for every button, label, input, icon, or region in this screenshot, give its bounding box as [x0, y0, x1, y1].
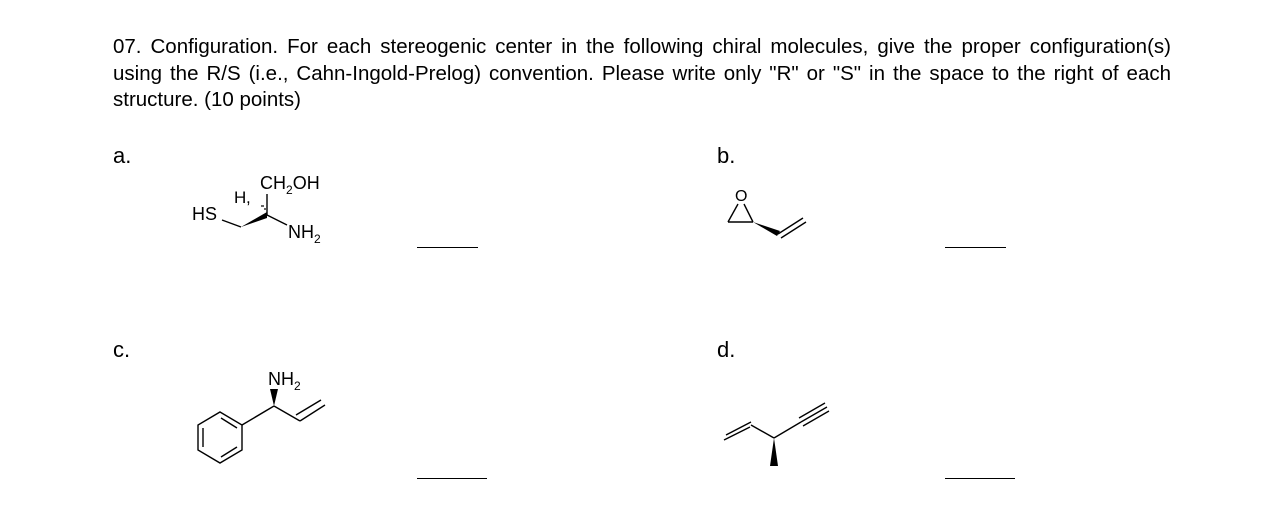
ring-double-bonds — [203, 418, 237, 457]
wedge-bond — [770, 438, 778, 466]
alkyne-triple-bond — [799, 403, 829, 426]
oxygen-atom: O — [735, 188, 748, 205]
answer-blank-d[interactable] — [945, 478, 1015, 479]
nh2-group: $NH_2$ — [268, 369, 301, 393]
bond-c-alkyne — [774, 422, 801, 438]
part-b-label: b. — [717, 143, 736, 168]
molecule-c — [190, 365, 340, 470]
answer-blank-a[interactable] — [417, 247, 478, 248]
vinyl-bond — [300, 405, 325, 421]
molecule-a — [180, 165, 350, 250]
question-text: 07. Configuration. For each stereogenic center in the following chiral molecules, give the proper configuration(s) using the R/S (i.e., Cahn-Ingold-Prelog) convention. Please write only "R" or "S" in the space to the right of each structure. (10 points) — [113, 35, 1171, 111]
part-a-label: a. — [113, 143, 132, 168]
bond-c-nh2 — [267, 215, 287, 225]
bond-ring-c — [242, 406, 274, 425]
wedge-bond — [753, 222, 780, 236]
bond-s-c — [222, 220, 241, 227]
h-atom: H — [234, 188, 247, 207]
molecule-d — [715, 400, 835, 475]
part-c-label: c. — [113, 337, 131, 362]
part-d-label: d. — [717, 337, 736, 362]
benzene-ring — [198, 412, 242, 463]
molecule-b — [720, 180, 820, 245]
vinyl-double-bond — [296, 400, 321, 415]
bond-c-vinyl — [274, 406, 300, 421]
answer-blank-b[interactable] — [945, 247, 1006, 248]
svg-text:,: , — [246, 188, 251, 207]
hs-group: HS — [192, 204, 218, 224]
wedge-bond — [241, 212, 267, 227]
hash-bond — [261, 206, 266, 209]
epoxide-bond-o-c2 — [744, 204, 753, 222]
ch2oh-group: $CH_2OH$ — [260, 173, 320, 197]
epoxide-bond-o-c1 — [728, 204, 738, 222]
bond-vinyl-c — [751, 425, 774, 438]
nh2-group: $NH_2$ — [288, 222, 321, 246]
wedge-bond — [270, 389, 278, 406]
answer-blank-c[interactable] — [417, 478, 487, 479]
